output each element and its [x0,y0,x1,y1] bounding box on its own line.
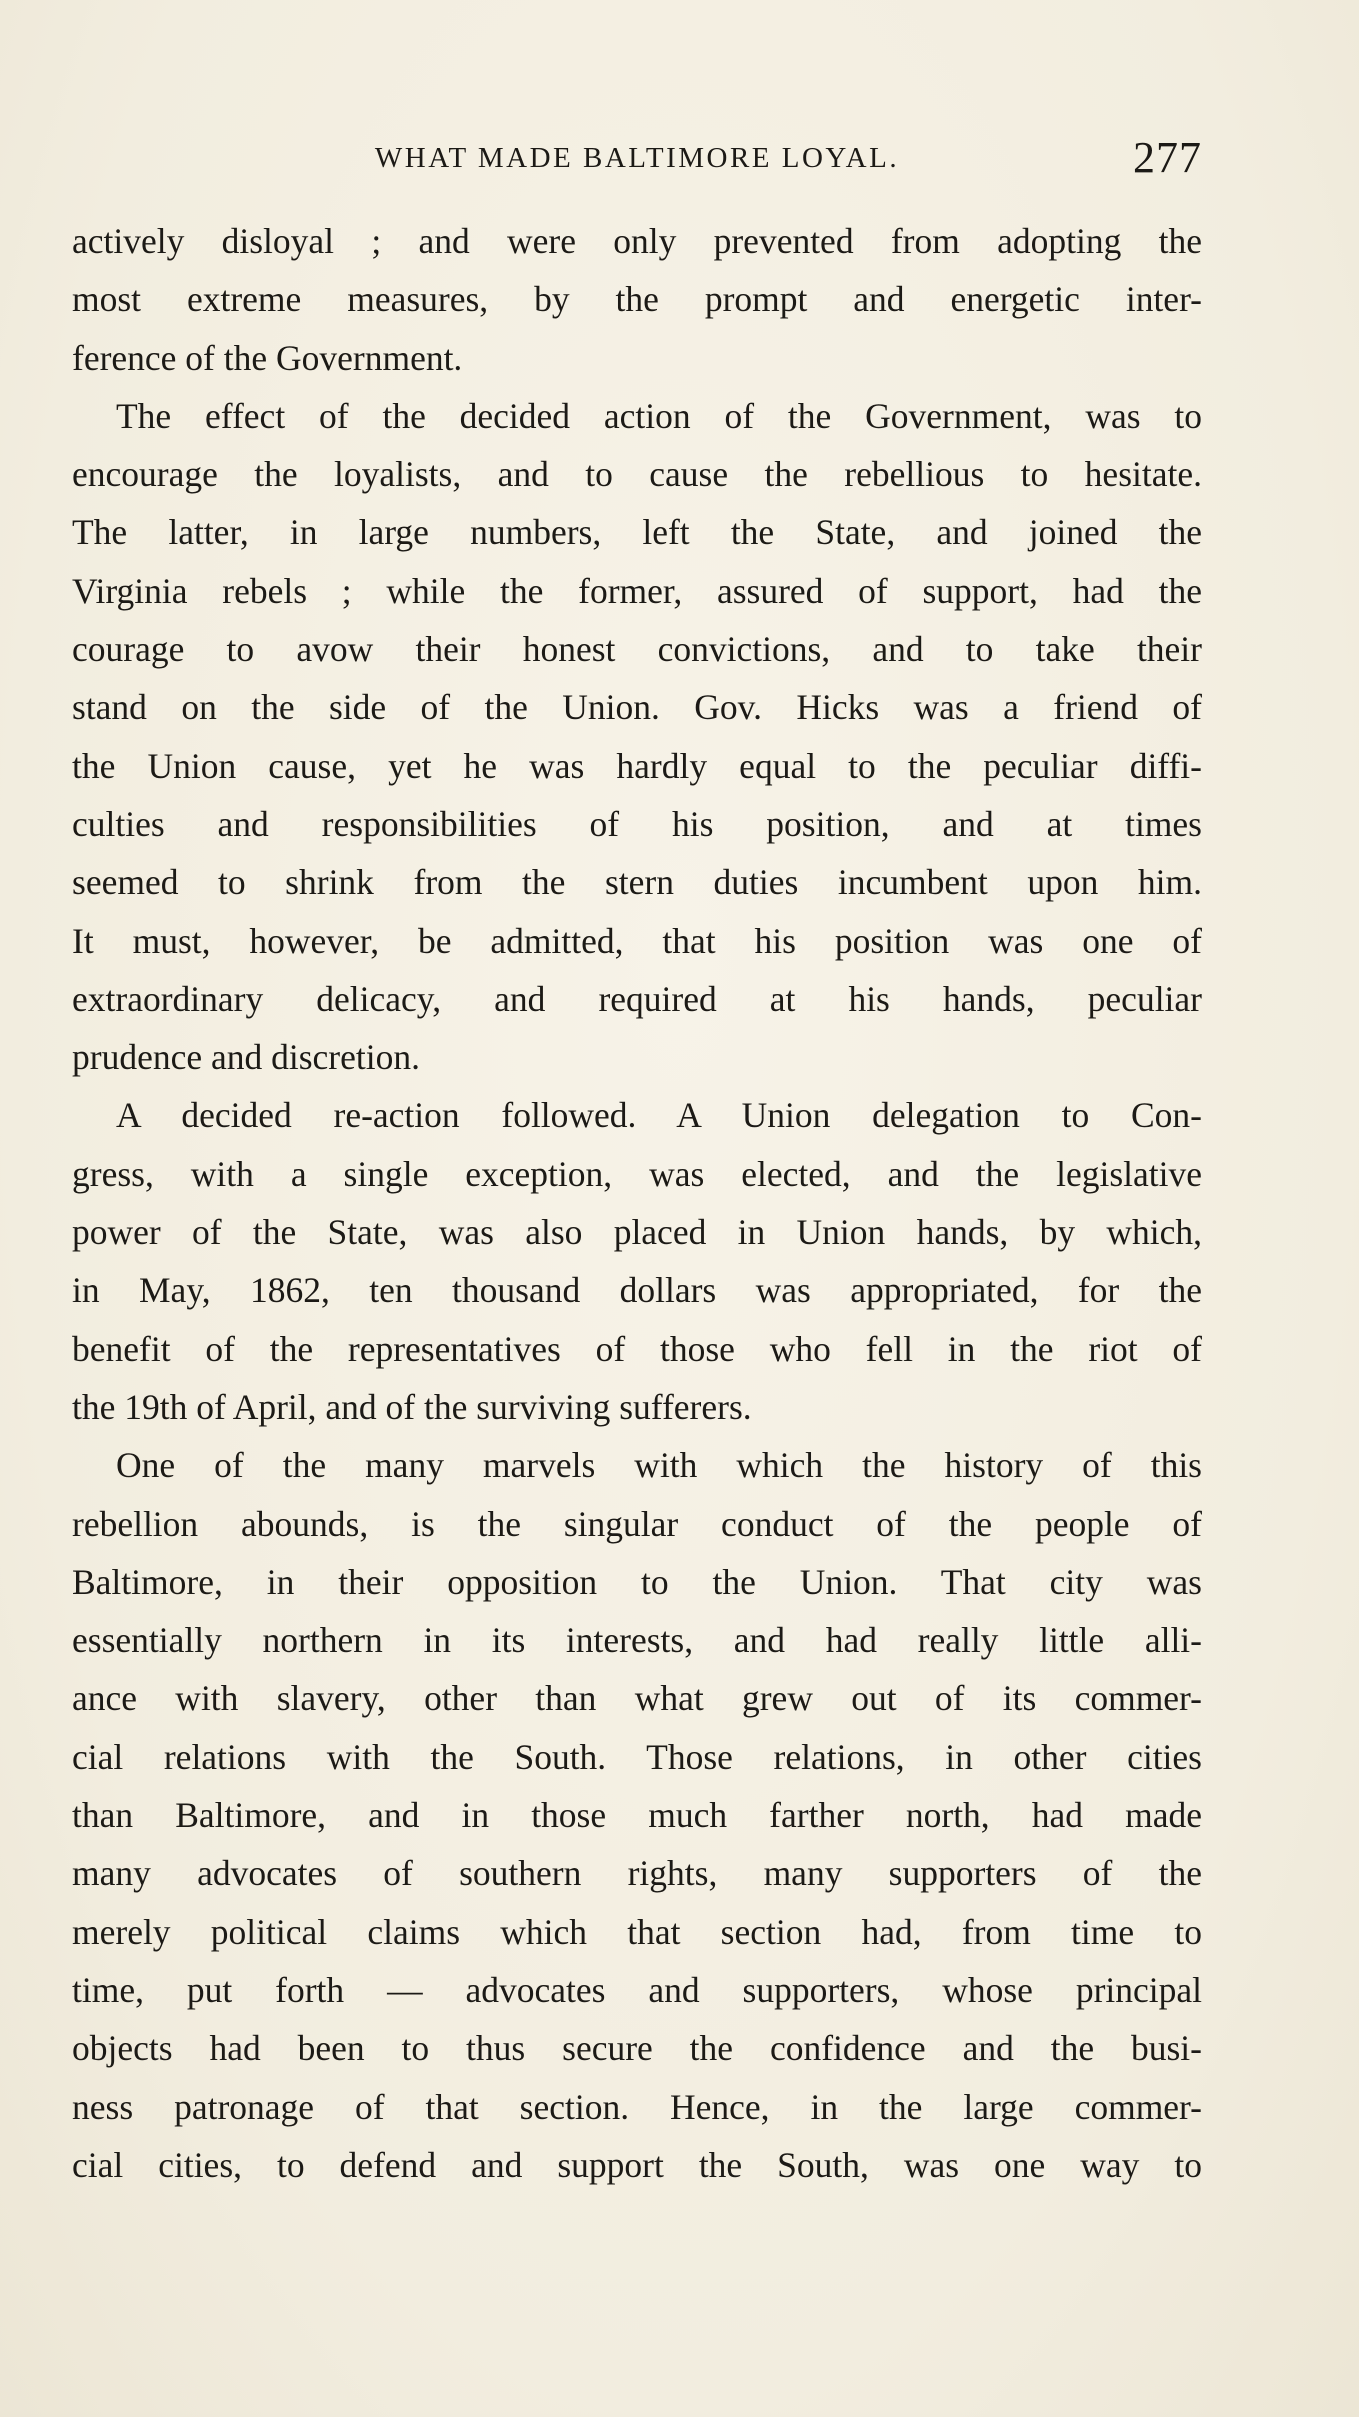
text-line: objects had been to thus secure the confidence and the busi- [72,2028,1202,2069]
text-line: Baltimore, in their opposition to the Union. That city was [72,1561,1202,1602]
text-line: rebellion abounds, is the singular conduct of the people of [72,1503,1202,1544]
text-line: many advocates of southern rights, many supporters of the [72,1853,1202,1894]
text-line: seemed to shrink from the stern duties incumbent upon him. [72,862,1202,903]
text-line: courage to avow their honest convictions, and to take their [72,629,1202,670]
text-line: benefit of the representatives of those who fell in the riot of [72,1328,1202,1369]
text-line: The effect of the decided action of the Government, was to [116,395,1202,436]
text-line: essentially northern in its interests, and had really little alli- [72,1620,1202,1661]
text-line: It must, however, be admitted, that his position was one of [72,920,1202,961]
text-line: The latter, in large numbers, left the State, and joined the [72,512,1202,553]
text-line: ness patronage of that section. Hence, in the large commer- [72,2086,1202,2127]
text-line: stand on the side of the Union. Gov. Hicks was a friend of [72,687,1202,728]
text-line: gress, with a single exception, was elected, and the legislative [72,1153,1202,1194]
text-line: most extreme measures, by the prompt and energetic inter- [72,279,1202,320]
body-text [72,212,1202,2194]
text-line: culties and responsibilities of his position, and at times [72,803,1202,844]
text-line: the 19th of April, and of the surviving sufferers. [72,1386,752,1427]
text-line: encourage the loyalists, and to cause the rebellious to hesitate. [72,454,1202,495]
text-line: than Baltimore, and in those much farther north, had made [72,1795,1202,1836]
text-line: ference of the Government. [72,337,463,378]
text-line: cial relations with the South. Those relations, in other cities [72,1736,1202,1777]
text-line: extraordinary delicacy, and required at his hands, peculiar [72,978,1202,1019]
text-line: cial cities, to defend and support the South, was one way to [72,2144,1202,2185]
text-line: time, put forth — advocates and supporters, whose principal [72,1969,1202,2010]
page-number: 277 [1133,133,1202,182]
running-title: WHAT MADE BALTIMORE LOYAL. [374,142,900,174]
text-line: actively disloyal ; and were only prevented from adopting the [72,221,1202,261]
text-line: A decided re-action followed. A Union delegation to Con- [116,1095,1202,1136]
text-line: merely political claims which that section had, from time to [72,1911,1202,1952]
text-line: in May, 1862, ten thousand dollars was appropriated, for the [72,1270,1202,1311]
text-line: the Union cause, yet he was hardly equal to the peculiar diffi- [72,745,1202,786]
text-line: power of the State, was also placed in Union hands, by which, [72,1212,1202,1253]
text-line: ance with slavery, other than what grew out of its commer- [72,1678,1202,1719]
text-line: One of the many marvels with which the history of this [116,1445,1202,1486]
text-line: prudence and discretion. [72,1037,420,1078]
page-header [72,132,1202,192]
text-line: Virginia rebels ; while the former, assured of support, had the [72,570,1202,611]
